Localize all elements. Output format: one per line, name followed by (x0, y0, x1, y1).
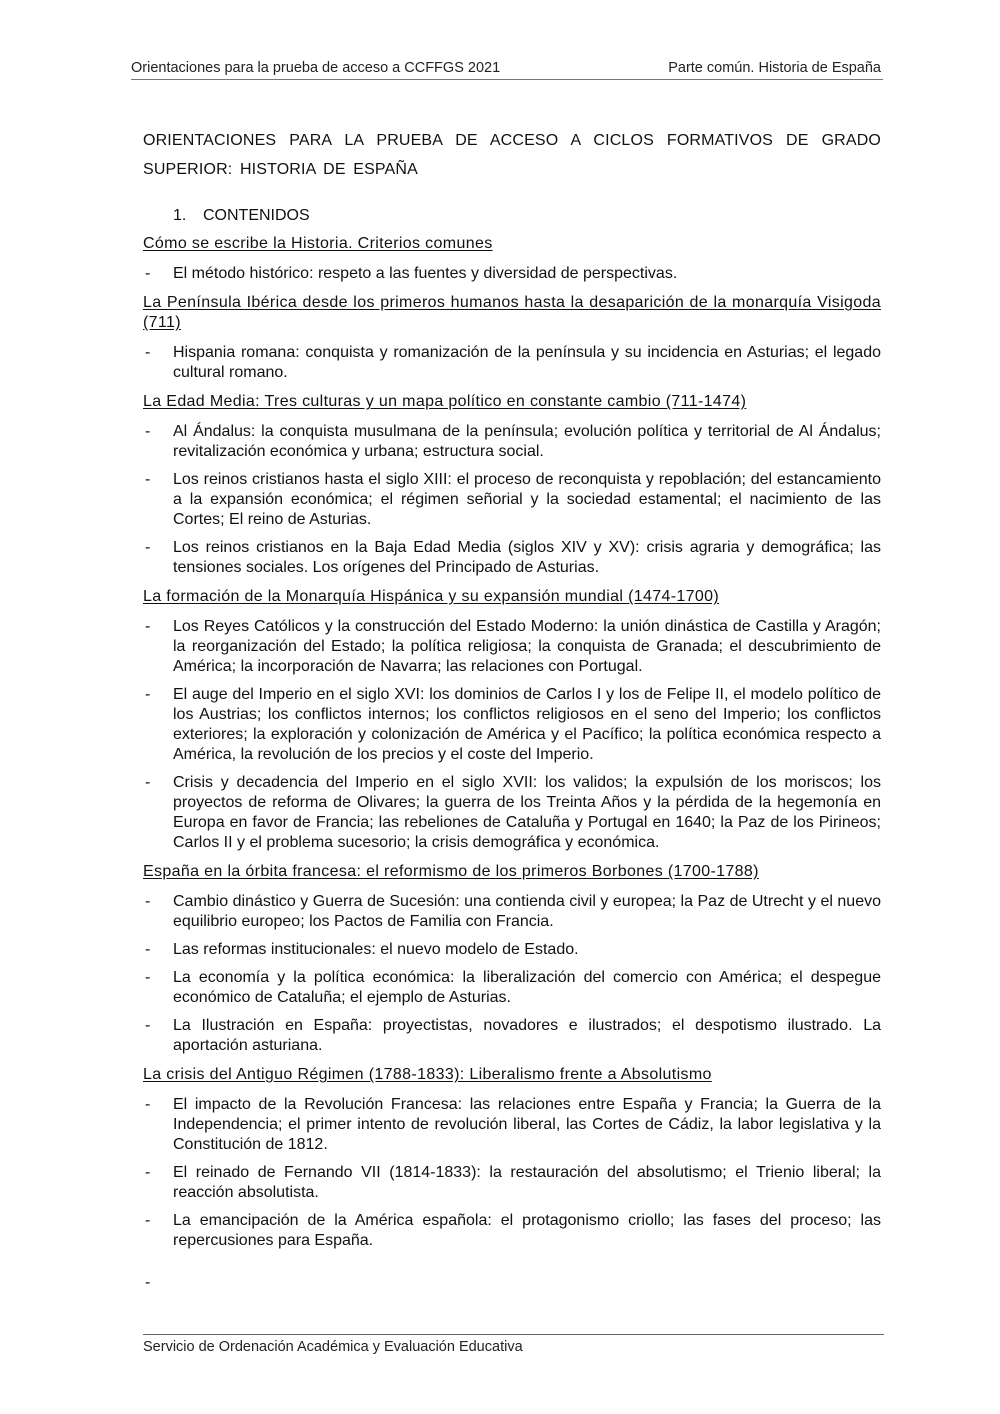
list-item-text: Los reinos cristianos hasta el siglo XIII: el proceso de reconquista y repoblación; del estancamiento a la expansión económica; el régimen señorial y la sociedad estamental; el nacimiento de las Cortes; El reino de Asturias. (173, 471, 881, 528)
list-item-text: El método histórico: respeto a las fuentes y diversidad de perspectivas. (173, 265, 678, 282)
document-title (143, 126, 881, 184)
bullet-dash: - (145, 423, 151, 440)
list-item (143, 968, 881, 1008)
document-title-line-1: ORIENTACIONES PARA LA PRUEBA DE ACCESO A CICLOS FORMATIVOS DE GRADO (143, 132, 881, 149)
list-item (143, 1163, 881, 1203)
list-item (143, 1273, 881, 1293)
header-section-title: Parte común. Historia de España (668, 60, 881, 76)
document-title-line-2: SUPERIOR: HISTORIA DE ESPAÑA (143, 161, 418, 178)
list-item-text: Hispania romana: conquista y romanización de la península y su incidencia en Asturias; el legado cultural romano. (173, 344, 881, 381)
list-item-text: Cambio dinástico y Guerra de Sucesión: una contienda civil y europea; la Paz de Utrecht y el nuevo equilibrio europeo; los Pactos de Familia con Francia. (173, 893, 881, 930)
bullet-dash: - (145, 686, 151, 703)
list-item (143, 343, 881, 383)
list-item-text: Los reinos cristianos en la Baja Edad Media (siglos XIV y XV): crisis agraria y demográfica; las tensiones sociales. Los orígenes del Principado de Asturias. (173, 539, 881, 576)
list-item-text: Los Reyes Católicos y la construcción del Estado Moderno: la unión dinástica de Castilla y Aragón; la reorganización del Estado; la política religiosa; la conquista de Granada; el descubrimiento de América; la incorporación de Navarra; las relaciones con Portugal. (173, 618, 881, 675)
bullet-dash: - (145, 539, 151, 556)
list-item (143, 1211, 881, 1251)
content-blocks (143, 234, 881, 1293)
list-item (143, 1016, 881, 1056)
list-item-text: El reinado de Fernando VII (1814-1833): la restauración del absolutismo; el Trienio liberal; la reacción absolutista. (173, 1164, 881, 1201)
list-item-text: Las reformas institucionales: el nuevo modelo de Estado. (173, 941, 579, 958)
bullet-dash: - (145, 941, 151, 958)
list-item-text (173, 1274, 177, 1291)
bullet-dash: - (145, 774, 151, 791)
topic-heading: España en la órbita francesa: el reformismo de los primeros Borbones (1700-1788) (143, 863, 759, 880)
list-item-text: Crisis y decadencia del Imperio en el siglo XVII: los validos; la expulsión de los moriscos; los proyectos de reforma de Olivares; la guerra de los Treinta Años y la pérdida de la hegemonía en Europa en favor de Francia; las rebeliones de Cataluña y Portugal en 1640; la Paz de los Pirineos; Carlos II y el problema sucesorio; la crisis demográfica y económica. (173, 774, 881, 851)
section-number: 1. (173, 207, 187, 224)
list-item (143, 470, 881, 530)
list-item (143, 1095, 881, 1155)
section-heading-contenidos (173, 206, 881, 226)
list-item-text: Al Ándalus: la conquista musulmana de la península; evolución política y territorial de Al Ándalus; revitalización económica y urbana; estructura social. (173, 423, 881, 460)
list-item-text: La economía y la política económica: la liberalización del comercio con América; el despegue económico de Cataluña; el ejemplo de Asturias. (173, 969, 881, 1006)
bullet-dash: - (145, 1274, 151, 1291)
section-label: CONTENIDOS (203, 207, 310, 224)
bullet-dash: - (145, 969, 151, 986)
bullet-dash: - (145, 471, 151, 488)
topic-heading: La Península Ibérica desde los primeros humanos hasta la desaparición de la monarquía Visigoda (711) (143, 294, 881, 331)
bullet-dash: - (145, 1017, 151, 1034)
bullet-dash: - (145, 1212, 151, 1229)
header-document-title: Orientaciones para la prueba de acceso a CCFFGS 2021 (131, 60, 501, 76)
bullet-dash: - (145, 893, 151, 910)
topic-heading: La Edad Media: Tres culturas y un mapa político en constante cambio (711-1474) (143, 393, 747, 410)
list-item (143, 264, 881, 284)
list-item-text: El impacto de la Revolución Francesa: las relaciones entre España y Francia; la Guerra de la Independencia; el primer intento de revolución liberal, las Cortes de Cádiz, la labor legislativa y la Constitución de 1812. (173, 1096, 881, 1153)
list-item (143, 892, 881, 932)
bullet-dash: - (145, 618, 151, 635)
list-item-text: La Ilustración en España: proyectistas, novadores e ilustrados; el despotismo ilustrado. La aportación asturiana. (173, 1017, 881, 1054)
topic-heading: La crisis del Antiguo Régimen (1788-1833): Liberalismo frente a Absolutismo (143, 1066, 712, 1083)
footer-text: Servicio de Ordenación Académica y Evaluación Educativa (143, 1339, 523, 1355)
list-item (143, 538, 881, 578)
topic-heading: La formación de la Monarquía Hispánica y su expansión mundial (1474-1700) (143, 588, 720, 605)
list-item (143, 422, 881, 462)
page-header (131, 59, 883, 80)
bullet-dash: - (145, 1164, 151, 1181)
list-item-text: El auge del Imperio en el siglo XVI: los dominios de Carlos I y los de Felipe II, el modelo político de los Austrias; los conflictos internos; los conflictos religiosos en el seno del Imperio; los conflictos exteriores; la exploración y colonización de América y el Pacífico; la política económica respecto a América, la revolución de los precios y el coste del Imperio. (173, 686, 881, 763)
list-item (143, 940, 881, 960)
list-item-text: La emancipación de la América española: el protagonismo criollo; las fases del proceso; las repercusiones para España. (173, 1212, 881, 1249)
bullet-dash: - (145, 1096, 151, 1113)
list-item (143, 617, 881, 677)
bullet-dash: - (145, 344, 151, 361)
bullet-dash: - (145, 265, 151, 282)
page-footer (143, 1334, 884, 1355)
list-item (143, 685, 881, 765)
topic-heading: Cómo se escribe la Historia. Criterios comunes (143, 235, 493, 252)
document-body (143, 126, 881, 1293)
list-item (143, 773, 881, 853)
